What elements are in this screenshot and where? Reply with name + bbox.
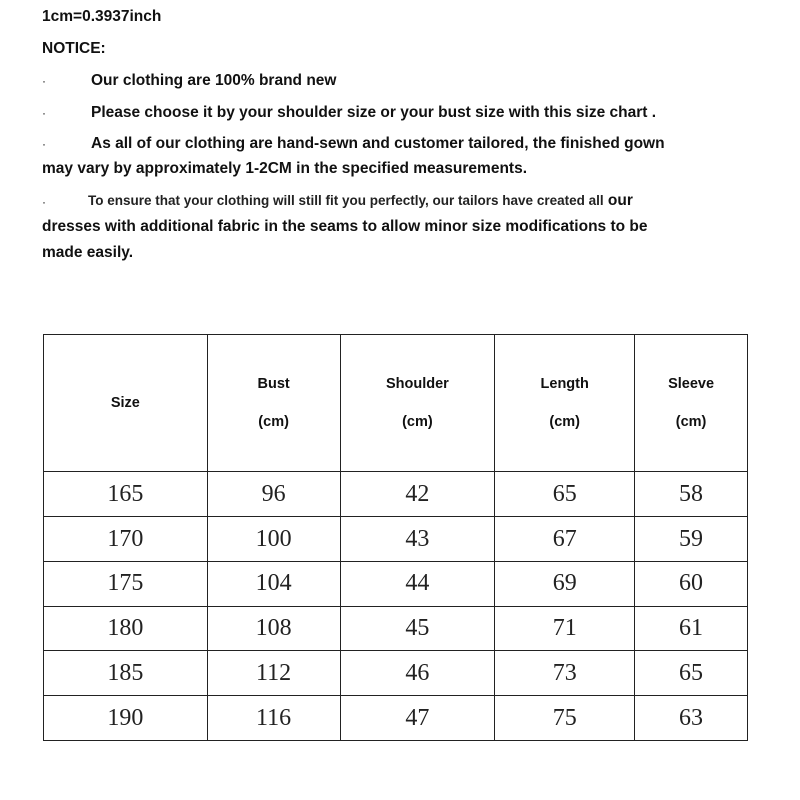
header-unit: (cm) bbox=[402, 414, 433, 431]
table-cell: 46 bbox=[340, 651, 495, 696]
notice-4-cont: dresses with additional fabric in the seams to allow minor size modifications to be bbox=[42, 218, 648, 235]
table-cell: 65 bbox=[635, 651, 748, 696]
bullet: · bbox=[42, 137, 46, 151]
table-cell: 100 bbox=[207, 517, 340, 562]
header-label: Length bbox=[540, 376, 589, 393]
table-row bbox=[44, 517, 748, 562]
notice-4 bbox=[88, 192, 633, 210]
table-cell: 67 bbox=[495, 517, 635, 562]
table-cell: 65 bbox=[495, 472, 635, 517]
table-header-row bbox=[44, 335, 748, 472]
header-sleeve bbox=[635, 335, 748, 472]
table-cell: 47 bbox=[340, 696, 495, 741]
table-cell: 108 bbox=[207, 606, 340, 651]
header-label: Shoulder bbox=[385, 376, 449, 393]
notice-4-text: To ensure that your clothing will still fit you perfectly, our tailors have created all bbox=[88, 193, 604, 208]
notice-4-end: made easily. bbox=[42, 244, 134, 261]
table-cell: 42 bbox=[340, 472, 495, 517]
table-cell: 58 bbox=[635, 472, 748, 517]
table-row bbox=[44, 472, 748, 517]
size-chart-table bbox=[43, 334, 748, 741]
bullet: · bbox=[42, 106, 46, 120]
header-shoulder bbox=[340, 335, 495, 472]
header-unit: (cm) bbox=[258, 414, 289, 431]
bullet: · bbox=[42, 74, 46, 88]
header-bust bbox=[207, 335, 340, 472]
table-cell: 180 bbox=[44, 606, 208, 651]
table-cell: 190 bbox=[44, 696, 208, 741]
table-cell: 116 bbox=[207, 696, 340, 741]
table-cell: 69 bbox=[495, 561, 635, 606]
table-cell: 165 bbox=[44, 472, 208, 517]
table-cell: 43 bbox=[340, 517, 495, 562]
header-size bbox=[44, 335, 208, 472]
header-unit: (cm) bbox=[549, 414, 580, 431]
table-row bbox=[44, 606, 748, 651]
header-label: Sleeve bbox=[668, 376, 715, 393]
table-cell: 60 bbox=[635, 561, 748, 606]
table-cell: 59 bbox=[635, 517, 748, 562]
header-label: Bust bbox=[257, 376, 290, 393]
table-cell: 44 bbox=[340, 561, 495, 606]
table-cell: 61 bbox=[635, 606, 748, 651]
table-cell: 71 bbox=[495, 606, 635, 651]
conversion-note: 1cm=0.3937inch bbox=[42, 8, 162, 25]
table-cell: 112 bbox=[207, 651, 340, 696]
bullet: · bbox=[42, 195, 46, 209]
header-unit: (cm) bbox=[675, 414, 707, 431]
table-cell: 185 bbox=[44, 651, 208, 696]
table-cell: 170 bbox=[44, 517, 208, 562]
table-row bbox=[44, 651, 748, 696]
notice-3: As all of our clothing are hand-sewn and customer tailored, the finished gown bbox=[91, 135, 665, 152]
notice-2: Please choose it by your shoulder size or your bust size with this size chart . bbox=[91, 104, 657, 121]
table-cell: 73 bbox=[495, 651, 635, 696]
notice-4-tail: our bbox=[607, 192, 633, 209]
table-row bbox=[44, 696, 748, 741]
notice-title: NOTICE: bbox=[42, 40, 106, 57]
header-length bbox=[495, 335, 635, 472]
table-row bbox=[44, 561, 748, 606]
table-cell: 104 bbox=[207, 561, 340, 606]
table-cell: 63 bbox=[635, 696, 748, 741]
notice-3-cont: may vary by approximately 1-2CM in the specified measurements. bbox=[42, 160, 527, 177]
table-cell: 45 bbox=[340, 606, 495, 651]
notice-1: Our clothing are 100% brand new bbox=[91, 72, 337, 89]
table-cell: 75 bbox=[495, 696, 635, 741]
table-cell: 175 bbox=[44, 561, 208, 606]
table-cell: 96 bbox=[207, 472, 340, 517]
header-label: Size bbox=[110, 395, 140, 412]
